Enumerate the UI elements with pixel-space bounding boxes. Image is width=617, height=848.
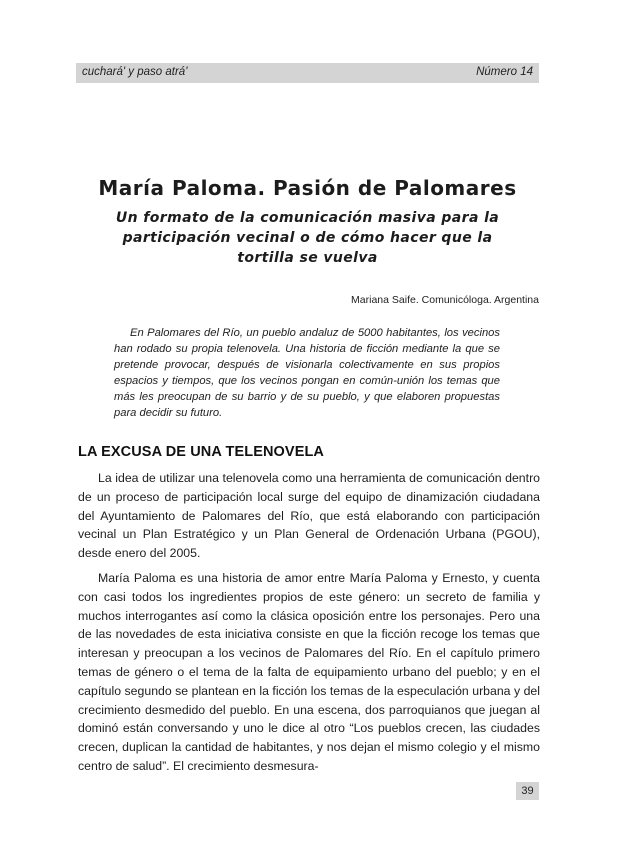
paragraph: María Paloma es una historia de amor entre María Paloma y Ernesto, y cuenta con casi todos los ingredientes propios de este género: un secreto de familia y muchos interrogantes así como la clásica oposición entre los personajes. Pero una de las novedades de esta iniciativa consiste en que la ficción recoge los temas que interesan y preocupan a los vecinos de Palomares del Río. En el capítulo primero temas de género o el tema de la falta de equipamiento urbano del pueblo; y en el capítulo segundo se plantean en la ficción los temas de la especulación urbana y del crecimiento desmedido del pueblo. En una escena, dos parroquianos que juegan al dominó están conversando y uno le dice al otro “Los pueblos crecen, las ciudades crecen, duplican la cantidad de habitantes, y nos dejan el mismo colegio y el mismo centro de salud”. El crecimiento desmesura- bbox=[78, 570, 540, 773]
article-subtitle: Un formato de la comunicación masiva para la participación vecinal o de cómo hacer que la tortilla se vuelva bbox=[115, 210, 500, 266]
abstract-text: En Palomares del Río, un pueblo andaluz de 5000 habitantes, los vecinos han rodado su propia telenovela. Una historia de ficción mediante la que se pretende provocar, después de visionarla colectivamente en sus propios espacios y tiempos, que los vecinos pongan en común-unión los temas que más les preocupan de su barrio y de su pueblo, y que elaboren propuestas para decidir su futuro. bbox=[114, 327, 500, 419]
article-author: Mariana Saife. Comunicóloga. Argentina bbox=[351, 294, 539, 306]
journal-title: cuchará' y paso atrá' bbox=[82, 66, 188, 78]
article-title: María Paloma. Pasión de Palomares bbox=[98, 176, 517, 200]
section-heading: LA EXCUSA DE UNA TELENOVELA bbox=[78, 444, 324, 460]
body-text bbox=[78, 469, 540, 782]
page-number: 39 bbox=[516, 782, 539, 800]
running-header bbox=[76, 63, 539, 83]
paragraph: La idea de utilizar una telenovela como una herramienta de comunicación dentro de un proceso de participación local surge del equipo de dinamización ciudadana del Ayuntamiento de Palomares del Río, que está elaborando con participación vecinal un Plan Estratégico y un Plan General de Ordenación Urbana (PGOU), desde enero del 2005. bbox=[78, 471, 540, 561]
issue-number: Número 14 bbox=[476, 66, 533, 78]
abstract bbox=[114, 326, 500, 421]
